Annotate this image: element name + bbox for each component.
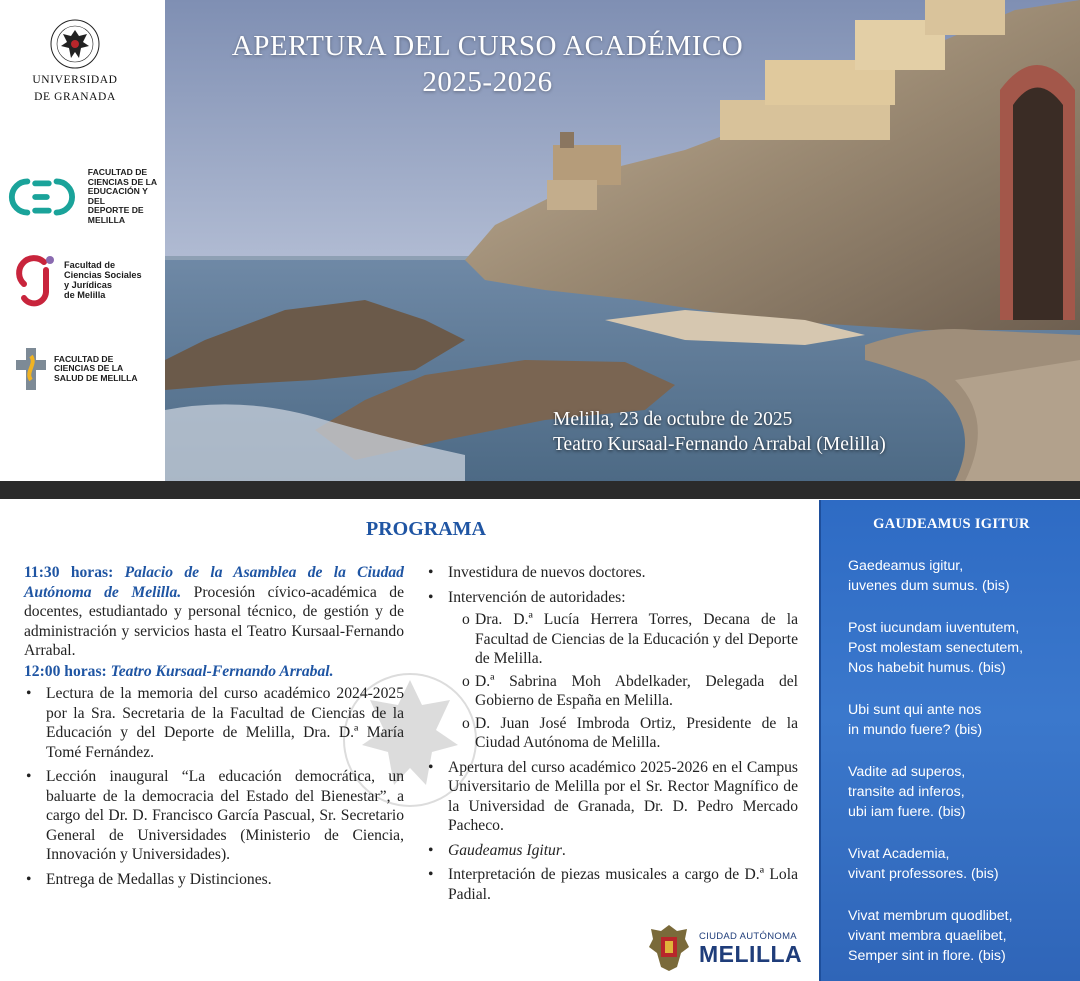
verse: Post iucundam iuventutem, Post molestam senectutem, Nos habebit humus. (bis) bbox=[848, 620, 1024, 676]
melilla-logo bbox=[647, 923, 802, 973]
list-item: • Lectura de la memoria del curso académico 2024-2025 por la Sra. Secretaria de la Facultad de Ciencias de la Educación y del Deporte de Melilla, Dra. D.ª María Tomé Fernández. bbox=[24, 684, 404, 762]
logo-column bbox=[0, 0, 165, 481]
place-teatro: Teatro Kursaal-Fernando Arrabal. bbox=[110, 662, 334, 680]
ugr-seal-icon bbox=[49, 18, 101, 70]
verse: Vadite ad superos, transite ad inferos, ubi iam fuere. (bis) bbox=[848, 764, 966, 820]
melilla-text bbox=[699, 931, 802, 966]
verse: Gaedeamus igitur, iuvenes dum sumus. (bis) bbox=[848, 558, 1010, 594]
divider-bar bbox=[0, 481, 1080, 499]
melilla-small: CIUDAD AUTÓNOMA bbox=[699, 930, 797, 942]
gaudeamus-verses bbox=[848, 556, 1073, 981]
authorities-list bbox=[426, 610, 798, 753]
verse: Ubi sunt qui ante nos in mundo fuere? (bis) bbox=[848, 702, 983, 738]
list-item: • Apertura del curso académico 2025-2026 en el Campus Universitario de Melilla por el Sr. Rector Magnífico de la Universidad de Granada, Dr. D. Pedro Mercado Pacheco. bbox=[426, 758, 798, 836]
list-item: • Lección inaugural “La educación democrática, un baluarte de la democracia del Estado del Bienestar”, a cargo del Dr. D. Francisco García Pascual, Sr. Secretario General de Universidades (Ministerio de Ciencia, Innovación y Universidades). bbox=[24, 767, 404, 865]
ced-text: FACULTAD DE CIENCIAS DE LA EDUCACIÓN Y DEL DEPORTE DE MELILLA bbox=[87, 167, 158, 225]
verse: Vivat membrum quodlibet, vivant membra quaelibet, Semper sint in flore. (bis) bbox=[848, 908, 1013, 964]
csj-logo bbox=[10, 252, 142, 308]
place-asamblea: Palacio de la Asamblea de la Ciudad Autónoma de Melilla. bbox=[24, 564, 404, 601]
authority-item: o D. Juan José Imbroda Ortiz, Presidente de la Ciudad Autónoma de Melilla. bbox=[426, 714, 798, 753]
list-item: • Entrega de Medallas y Distinciones. bbox=[24, 870, 404, 890]
gaudeamus-panel bbox=[819, 500, 1080, 981]
program-left-list bbox=[24, 684, 404, 889]
event-venue: Teatro Kursaal-Fernando Arrabal (Melilla) bbox=[553, 434, 886, 455]
ced-logo bbox=[6, 168, 165, 226]
authority-item: o D.ª Sabrina Moh Abdelkader, Delegada del Gobierno de España en Melilla. bbox=[426, 672, 798, 711]
gaudeamus-mention: Gaudeamus Igitur bbox=[448, 841, 562, 859]
header-band bbox=[0, 0, 1080, 481]
verse: Vivat Academia, vivant professores. (bis) bbox=[848, 846, 999, 882]
authority-item: o Dra. D.ª Lucía Herrera Torres, Decana de la Facultad de Ciencias de la Educación y del Deporte de Melilla. bbox=[426, 610, 798, 669]
event-title-line1: APERTURA DEL CURSO ACADÉMICO bbox=[231, 30, 744, 62]
salud-logo-icon bbox=[14, 346, 48, 392]
gaudeamus-title: GAUDEAMUS IGITUR bbox=[873, 516, 1030, 532]
melilla-coat-icon bbox=[647, 923, 691, 973]
list-item: • Interpretación de piezas musicales a cargo de D.ª Lola Padial. bbox=[426, 865, 798, 904]
ugr-logo bbox=[0, 18, 150, 104]
hour-1130: 11:30 horas: bbox=[24, 564, 114, 581]
list-item-gaudeamus: • Gaudeamus Igitur. bbox=[426, 841, 798, 861]
program-block-1130 bbox=[24, 563, 404, 661]
procession-text: Procesión cívico-académica de docentes, estudiantado y personal técnico, de gestión y de administración y servicios hasta el Teatro Kursaal-Fernando Arrabal. bbox=[24, 583, 404, 659]
event-title bbox=[165, 28, 810, 100]
ugr-name-line1: UNIVERSIDAD bbox=[32, 74, 118, 86]
csj-logo-icon bbox=[10, 252, 58, 308]
program-middle-column bbox=[426, 563, 798, 904]
salud-logo bbox=[14, 346, 138, 392]
hour-1200: 12:00 horas: bbox=[24, 662, 107, 680]
list-item-authorities bbox=[426, 588, 798, 753]
melilla-big: MELILLA bbox=[699, 940, 803, 967]
ced-logo-icon bbox=[6, 175, 82, 219]
program-title: PROGRAMA bbox=[366, 518, 486, 540]
salud-text: FACULTAD DE CIENCIAS DE LA SALUD DE MELILLA bbox=[54, 353, 138, 383]
list-item: • Investidura de nuevos doctores. bbox=[426, 563, 798, 583]
event-title-line2: 2025-2026 bbox=[422, 66, 553, 98]
program-middle-list bbox=[426, 563, 798, 904]
event-date: Melilla, 23 de octubre de 2025 bbox=[553, 409, 793, 430]
authorities-label: Intervención de autoridades: bbox=[448, 588, 626, 606]
program-block-1200 bbox=[24, 662, 404, 682]
event-place bbox=[553, 407, 886, 457]
ugr-name-line2: DE GRANADA bbox=[34, 91, 116, 103]
csj-text: Facultad de Ciencias Sociales y Jurídicas de Melilla bbox=[64, 260, 142, 300]
program-left-column bbox=[24, 563, 404, 889]
